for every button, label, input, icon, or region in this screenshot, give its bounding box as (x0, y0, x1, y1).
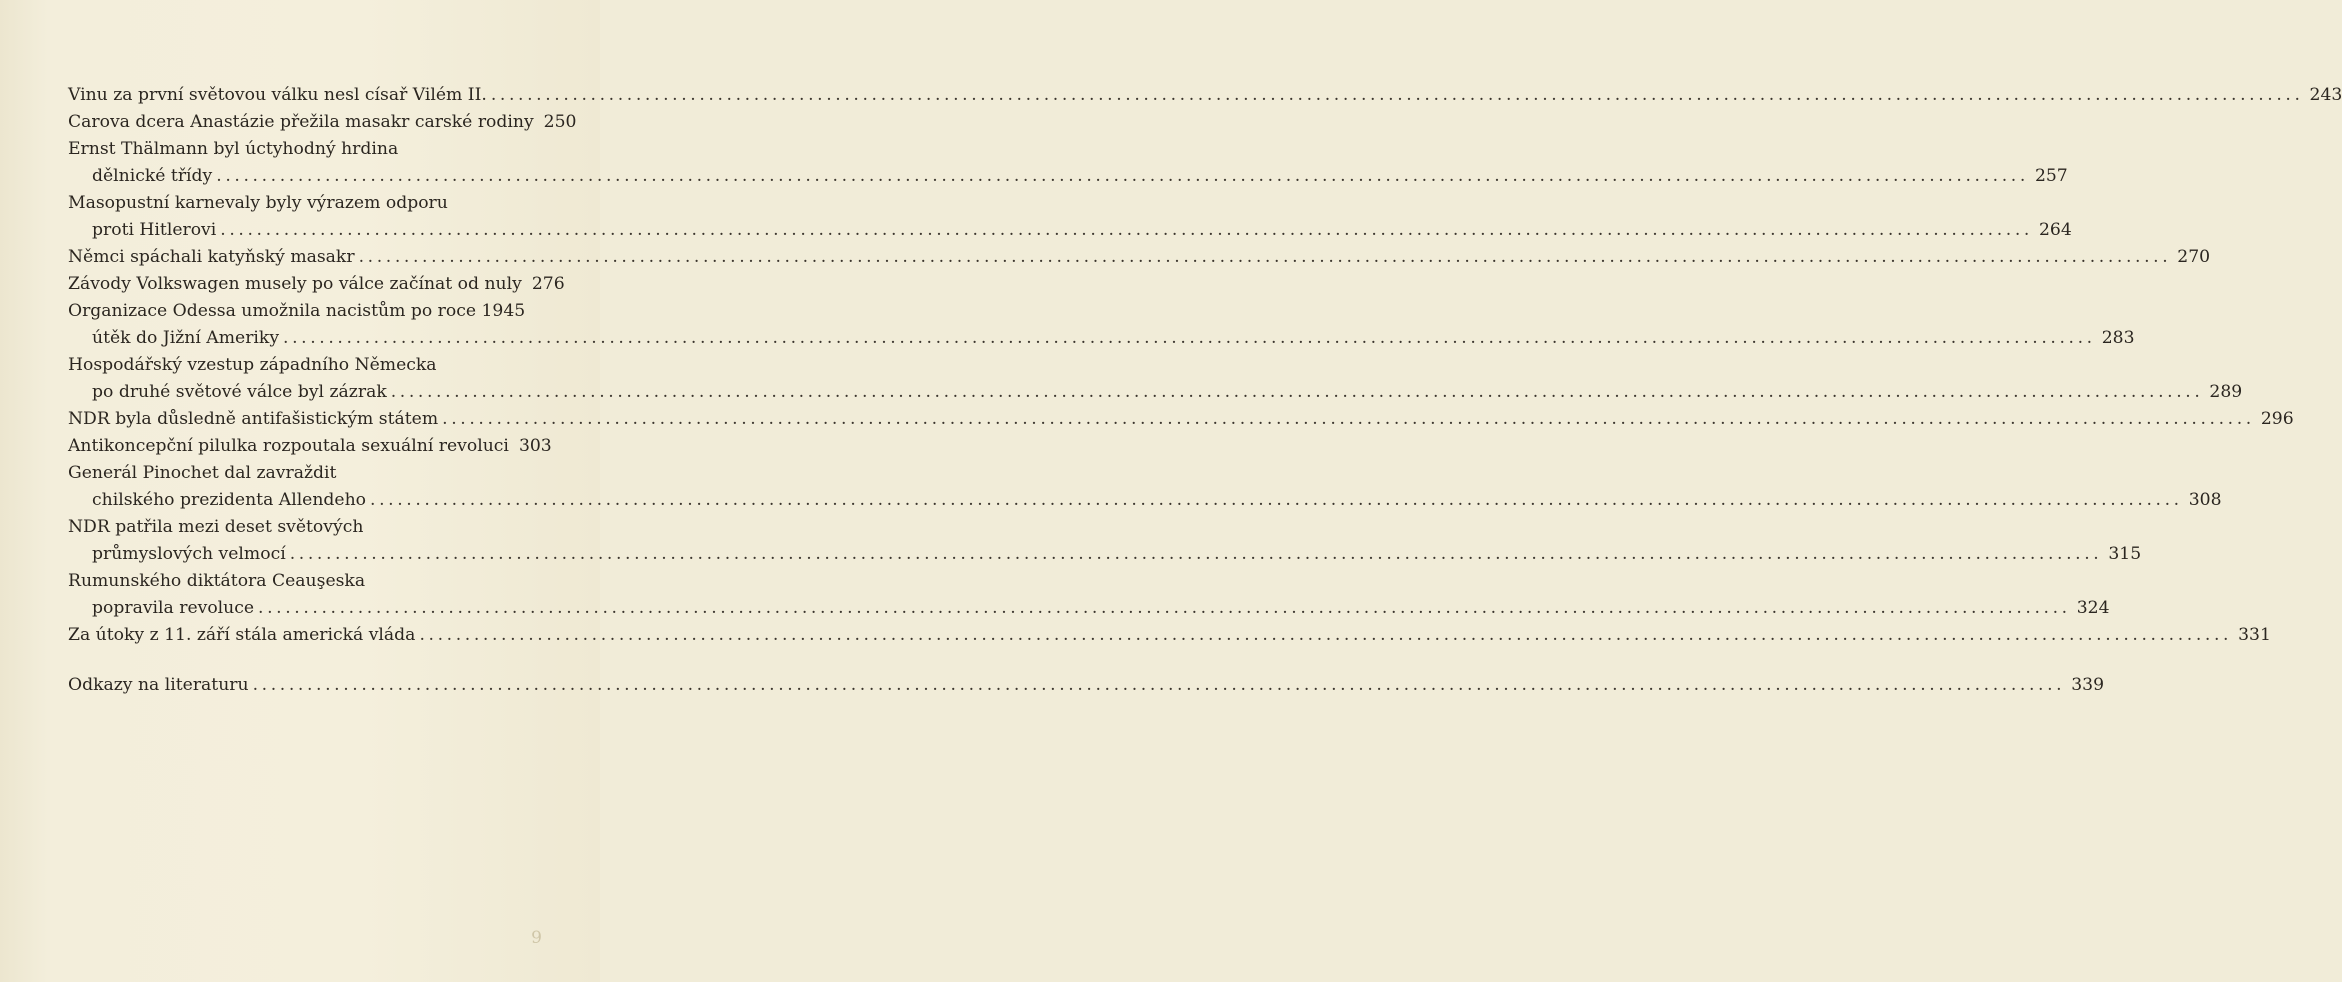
page-number: 9 (531, 928, 542, 948)
dot-leader: ........................................................................................................................................................................................................ (442, 409, 2255, 429)
dot-leader: ........................................................................................................................................................................................................ (258, 598, 2071, 618)
toc-entry (0, 109, 600, 136)
toc-entry (0, 82, 2342, 109)
toc-entry-title: Carova dcera Anastázie přežila masakr carské rodiny (68, 112, 534, 132)
toc-entry-title: Vinu za první světovou válku nesl císař Vilém II. (68, 85, 487, 105)
toc-entry (0, 622, 2271, 649)
dot-leader: ........................................................................................................................................................................................................ (419, 625, 2233, 645)
toc-entry-line (0, 163, 2068, 190)
toc-entry-title: Masopustní karnevaly byly výrazem odporu (68, 193, 448, 213)
toc-entry-title: Organizace Odessa umožnila nacistům po roce 1945 (68, 301, 526, 321)
dot-leader: ........................................................................................................................................................................................................ (370, 490, 2183, 510)
toc-entry-title: Ernst Thälmann byl úctyhodný hrdina (68, 139, 399, 159)
toc-entry-title: NDR byla důsledně antifašistickým státem (68, 409, 439, 429)
toc-entry-line (0, 298, 600, 325)
toc-entry-line (0, 487, 2222, 514)
toc-entry-line (0, 406, 2294, 433)
toc-entry-title: Odkazy na literaturu (68, 675, 249, 695)
toc-entry-title: Rumunského diktátora Ceauşeska (68, 571, 366, 591)
dot-leader: ........................................................................................................................................................................................................ (252, 675, 2066, 695)
toc-entry (0, 136, 2068, 190)
dot-leader: ........................................................................................................................................................................................................ (289, 544, 2103, 564)
dot-leader: ........................................................................................................................................................................................................ (216, 166, 2029, 186)
toc-entry-title: Antikoncepční pilulka rozpoutala sexuální revoluci (68, 436, 509, 456)
toc-entry-title: Němci spáchali katyňský masakr (68, 247, 355, 267)
section-spacer (0, 649, 600, 672)
toc-entry-line (0, 136, 600, 163)
toc-page-number: 308 (2188, 490, 2222, 510)
toc-entry (0, 190, 2072, 244)
dot-leader: ........................................................................................................................................................................................................ (220, 220, 2033, 240)
toc-entry-line (0, 460, 600, 487)
toc-page-number: 243 (2309, 85, 2342, 105)
toc-entry-title: Hospodářský vzestup západního Německa (68, 355, 437, 375)
toc-page-number: 296 (2260, 409, 2294, 429)
toc-entry-line (0, 271, 565, 298)
toc-entry (0, 406, 2294, 433)
toc-entry-line (0, 244, 2211, 271)
toc-entry (0, 514, 2142, 568)
toc-entry (0, 460, 2222, 514)
toc-entry-line (0, 190, 600, 217)
toc-entry-line (0, 514, 600, 541)
toc-entry-line (0, 433, 551, 460)
toc-entry-line (0, 595, 2110, 622)
toc-page-number: 276 (531, 274, 565, 294)
toc-entry-line (0, 672, 2105, 699)
toc-entry-title: průmyslových velmocí (92, 544, 286, 564)
toc-entry (0, 271, 600, 298)
toc-entry-line (0, 109, 577, 136)
toc-entry-references (0, 672, 2105, 699)
toc-entry-line (0, 352, 600, 379)
dot-leader: ........................................................................................................................................................................................................ (390, 382, 2204, 402)
toc-entry (0, 298, 2135, 352)
dot-leader: ........................................................................................................................................................................................................ (490, 85, 2304, 105)
dot-leader: ........................................................................................................................................................................................................ (358, 247, 2172, 267)
toc-entry-line (0, 217, 2072, 244)
dot-leader: ........................................................................................................................................................................................................ (283, 328, 2096, 348)
toc-entry-line (0, 82, 2342, 109)
toc-page-number: 324 (2076, 598, 2110, 618)
toc-entry-title: útěk do Jižní Ameriky (92, 328, 280, 348)
toc-page-number: 289 (2209, 382, 2243, 402)
toc-entry-line (0, 325, 2135, 352)
toc-entry (0, 352, 2243, 406)
toc-entry (0, 433, 600, 460)
toc-entry-line (0, 622, 2271, 649)
toc-entry-title: proti Hitlerovi (92, 220, 217, 240)
toc-entry-title: NDR patřila mezi deset světových (68, 517, 364, 537)
toc-page-number: 264 (2038, 220, 2072, 240)
toc-entry-title: popravila revoluce (92, 598, 255, 618)
toc-page-number: 270 (2177, 247, 2211, 267)
toc-entry (0, 244, 2211, 271)
table-of-contents (0, 82, 2342, 699)
toc-page-number: 283 (2101, 328, 2135, 348)
toc-entry-title: Závody Volkswagen musely po válce začínat od nuly (68, 274, 522, 294)
toc-entry-line (0, 541, 2142, 568)
toc-page-number: 331 (2238, 625, 2271, 645)
toc-page-number: 315 (2108, 544, 2142, 564)
toc-entry-line (0, 379, 2243, 406)
toc-entry-title: dělnické třídy (92, 166, 213, 186)
toc-page-number: 303 (518, 436, 552, 456)
toc-page-number: 250 (543, 112, 577, 132)
toc-entry-title: Za útoky z 11. září stála americká vláda (68, 625, 416, 645)
toc-entry (0, 568, 2110, 622)
toc-page-number: 257 (2034, 166, 2068, 186)
toc-entry-line (0, 568, 600, 595)
toc-entry-title: chilského prezidenta Allendeho (92, 490, 367, 510)
toc-entry-title: po druhé světové válce byl zázrak (92, 382, 387, 402)
toc-page-number: 339 (2071, 675, 2105, 695)
toc-entry-title: Generál Pinochet dal zavraždit (68, 463, 337, 483)
